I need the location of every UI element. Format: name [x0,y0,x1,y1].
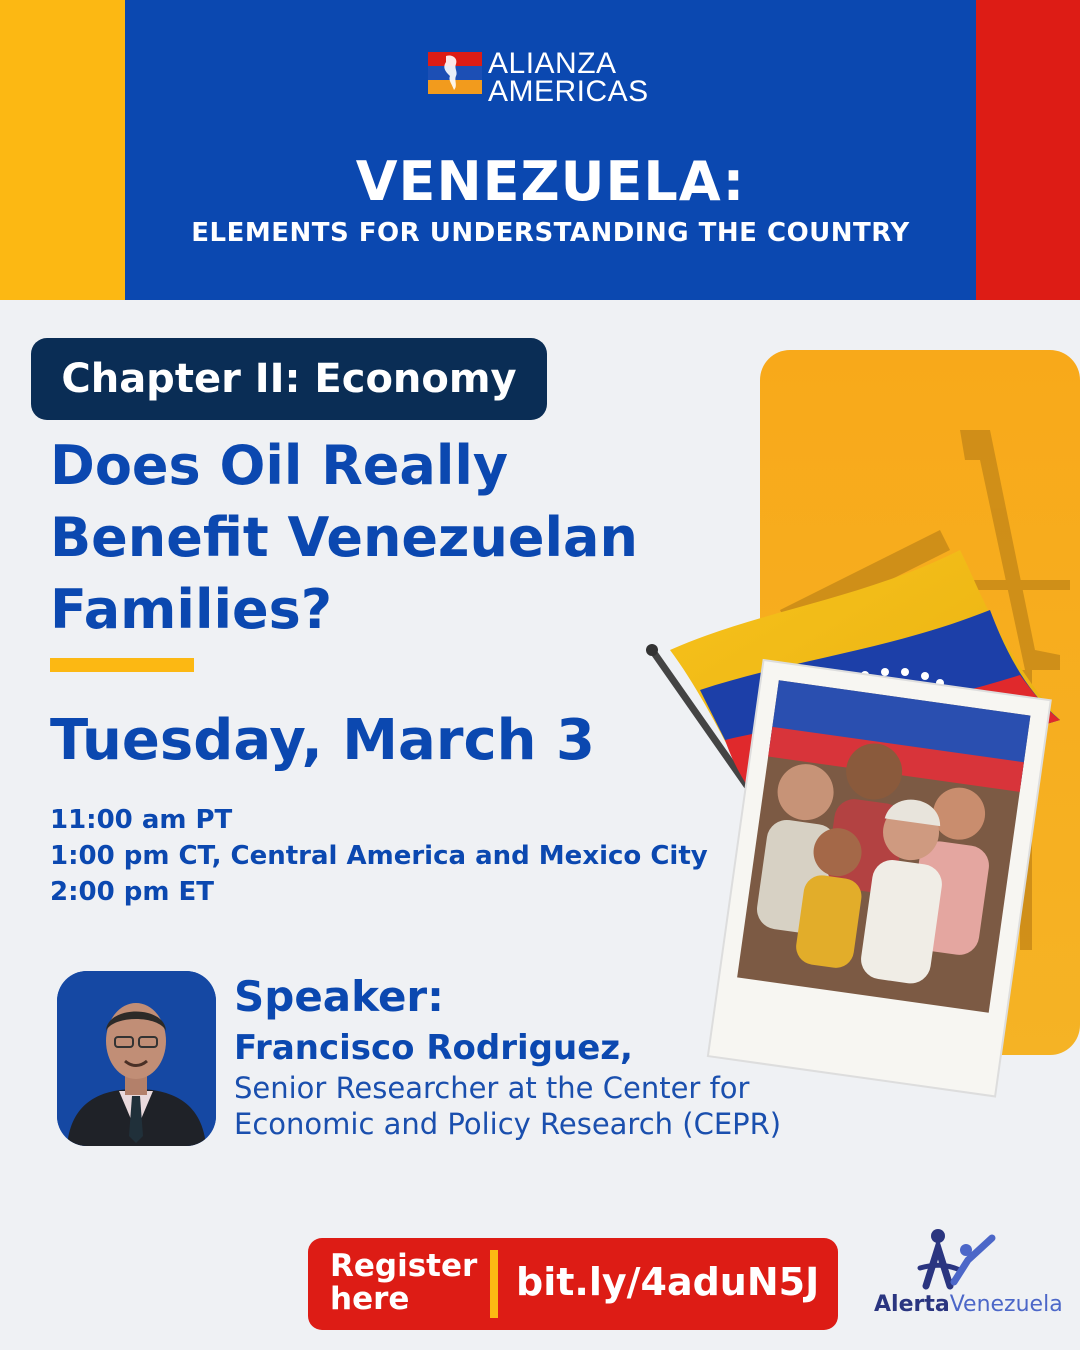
speaker-photo [57,971,216,1146]
alerta-figure-icon [868,1226,1048,1296]
speaker-name: Francisco Rodriguez, [234,1028,633,1068]
alianza-americas-logo [428,46,678,110]
red-stripe [976,0,1080,300]
time-pt: 11:00 am PT [50,805,233,835]
register-label [330,1250,477,1316]
alerta-venezuela-logo [868,1226,1063,1326]
event-times [50,802,708,910]
register-link[interactable]: bit.ly/4aduN5J [516,1260,820,1304]
question-line-3: Families? [50,578,333,641]
chapter-badge: Chapter II: Economy [31,338,547,420]
question-line-1: Does Oil Really [50,434,509,497]
logo-line1: ALIANZA [488,47,617,80]
header-banner [0,0,1080,300]
register-label-line1: Register [330,1248,478,1284]
yellow-divider [50,658,194,672]
register-separator [490,1250,498,1318]
yellow-stripe [0,0,125,300]
event-date: Tuesday, March 3 [50,708,595,773]
main-title: VENEZUELA: [355,150,746,213]
speaker-role [234,1070,781,1142]
logo-wordmark [488,47,649,108]
register-button[interactable] [308,1238,838,1330]
speaker-label: Speaker: [234,972,444,1021]
sub-title: ELEMENTS FOR UNDERSTANDING THE COUNTRY [191,218,910,248]
speaker-role-line2: Economic and Policy Research (CEPR) [234,1107,782,1141]
speaker-role-line1: Senior Researcher at the Center for [234,1071,750,1105]
oil-family-collage-image [640,350,1080,1110]
alerta-wordmark [874,1292,1063,1317]
alianza-flag-icon [428,50,482,96]
question-line-2: Benefit Venezuelan [50,506,638,569]
time-et: 2:00 pm ET [50,877,214,907]
alerta-word-2: Venezuela [949,1292,1063,1317]
alerta-word-1: Alerta [874,1292,950,1317]
speaker-portrait-image [57,971,216,1146]
register-label-line2: here [330,1281,410,1317]
time-ct: 1:00 pm CT, Central America and Mexico City [50,841,708,871]
logo-line2: AMERICAS [488,75,649,108]
